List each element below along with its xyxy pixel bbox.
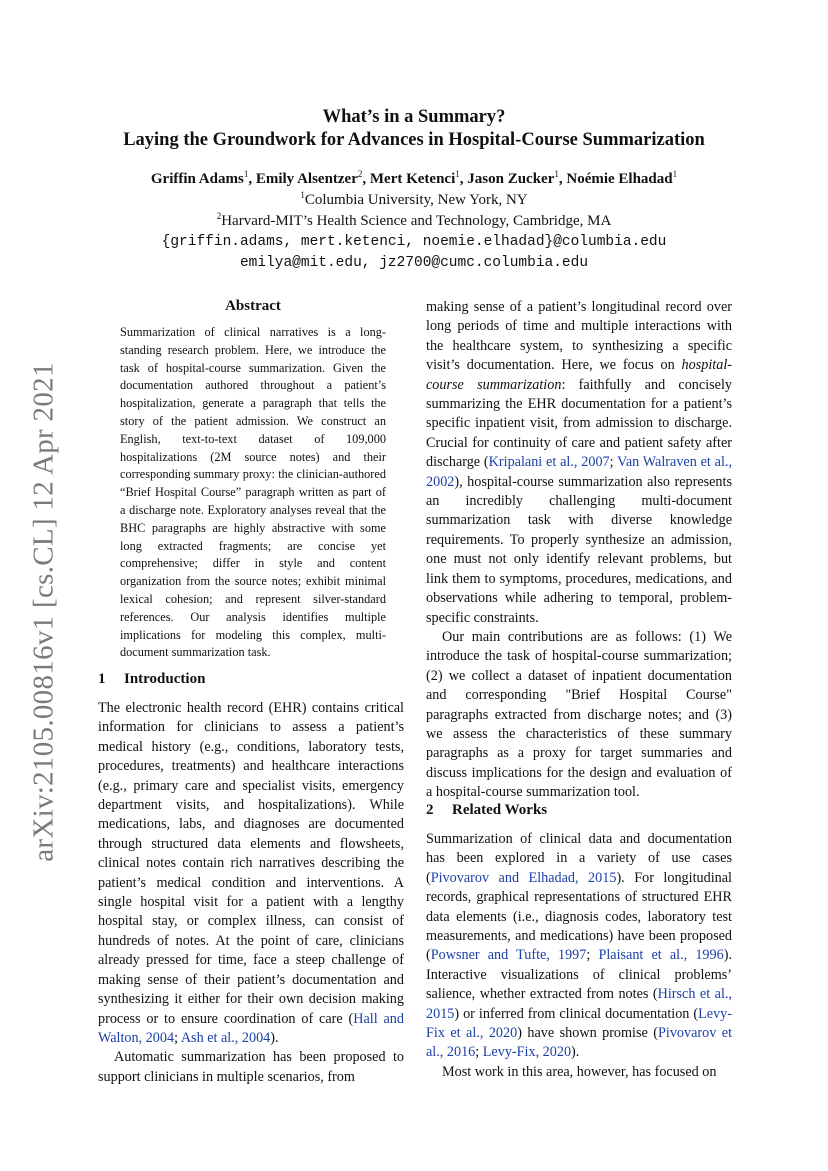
citation-link[interactable]: Plaisant et al., 1996 — [598, 947, 724, 964]
arxiv-identifier — [22, 362, 66, 862]
arxiv-identifier-text: arXiv:2105.00816v1 [cs.CL] 12 Apr 2021 — [27, 362, 60, 862]
affiliation-2: $^2$Harvard-MIT’s Health Science and Technology, Cambridge, MA — [216, 211, 612, 229]
section-number: 1 — [98, 671, 106, 687]
citation-link[interactable]: Ash et al., 2004 — [180, 1029, 271, 1046]
citation-link[interactable]: Powsner and Tufte, 1997 — [430, 947, 587, 964]
author-name: Emily Alsentzer — [255, 171, 358, 187]
related-paragraph-2-start: Most work in this area, however, has focused on — [442, 1063, 717, 1080]
author-affiliation-mark: 1 — [243, 169, 249, 179]
citation-link[interactable]: Levy-Fix, 2020 — [482, 1044, 572, 1061]
citation-link[interactable]: Pivovarov et al., 2016 — [426, 1025, 733, 1061]
intro-paragraph-1: The electronic health record (EHR) contains critical information for clinicians to assess a patient’s medical history (e.g., conditions, laboratory tests, procedures, treatments) and healthcare interactions (e.g., primary care and specialist visits, emergency department visits, and hospitalizations). While medications, labs, and diagnoses are documented through structured data elements and flowsheets, clinical notes contain rich narratives describing the patient’s medical condition and interventions. A single hospital visit for a patient with a lengthy hospital stay, or complex illness, can consist of hundreds of notes. At the point of care, clinicians already pressed for time, face a steep challenge of making sense of their patient’s documentation and synthesizing it either for their own decision making process or to ensure coordination of care (Hall and Walton, 2004; Ash et al., 2004). — [98, 700, 404, 1046]
author-affiliation-mark: 2 — [357, 169, 363, 179]
related-works-body — [426, 830, 732, 1082]
intro-paragraph-2-continued: making sense of a patient’s longitudinal record over long periods of time and multiple interactions with the healthcare system, to synthesizing a specific visit’s documentation. Here, we focus on hospital-course summarization: faithfully and concisely summarizing the EHR documentation for a patient’s specific inpatient visit, from admission to discharge. Crucial for continuity of care and patient safety after discharge (Kripalani et al., 2007; Van Walraven et al., 2002), hospital-course summarization also represents an incredibly challenging multi-document summarization task with diverse knowledge requirements. To properly synthesize an admission, one must not only identify relevant problems, but link them to symptoms, procedures, medications, and observations while adhering to temporal, problem-specific constraints. — [426, 299, 733, 626]
email-line-1: {griffin.adams, mert.ketenci, noemie.elhadad}@columbia.edu — [161, 234, 667, 250]
title-line-1: What’s in a Summary? — [322, 107, 506, 127]
paper-title — [60, 106, 768, 152]
email-line-2: emilya@mit.edu, jz2700@cumc.columbia.edu — [239, 255, 589, 271]
section-heading-related-works — [426, 802, 547, 819]
author-affiliation-mark: 1 — [455, 169, 460, 179]
section-title: Related Works — [452, 802, 548, 818]
author-names: Griffin Adams$^1$, Emily Alsentzer$^2$, Mert Ketenci$^1$, Jason Zucker$^1$, Noémie Elhadad$^1$ — [150, 169, 678, 187]
citation-link[interactable]: Pivovarov and Elhadad, 2015 — [430, 869, 617, 886]
author-affiliation-mark: 1 — [554, 169, 559, 179]
title-line-2: Laying the Groundwork for Advances in Hospital-Course Summarization — [123, 130, 705, 150]
author-name: Mert Ketenci — [369, 171, 456, 187]
author-name: Jason Zucker — [467, 171, 555, 187]
section-heading-introduction — [98, 671, 205, 688]
left-column-body — [98, 699, 404, 1087]
author-block — [60, 169, 768, 274]
section-number: 2 — [426, 802, 434, 818]
author-affiliation-mark: 1 — [672, 169, 678, 179]
abstract-text: Summarization of clinical narratives is a long-standing research problem. Here, we introduce the task of hospital-course summarization. Given the documentation authored throughout a patient’s hospitalization, generate a paragraph that tells the story of the patient admission. We construct an English, text-to-text dataset of 109,000 hospitalizations (2M source notes) and their corresponding summary proxy: the clinician-authored “Brief Hospital Course” paragraph written as part of a discharge note. Exploratory analyses reveal that the BHC paragraphs are highly abstractive with some long extracted fragments; are concise yet comprehensive; differ in style and content organization from the source notes; exhibit minimal lexical cohesion; and represent silver-standard references. Our analysis identifies multiple implications for modeling this complex, multi-document summarization task. — [120, 325, 386, 660]
citation-link[interactable]: Hall and Walton, 2004 — [98, 1010, 404, 1046]
citation-link[interactable]: Hirsch et al., 2015 — [426, 986, 732, 1022]
related-paragraph-1: Summarization of clinical data and documentation has been explored in a variety of use cases (Pivovarov and Elhadad, 2015). For longitudinal records, graphical representations of structured EHR data elements (i.e., diagnosis codes, laboratory test measurements, and medications) have been proposed (Powsner and Tufte, 1997; Plaisant et al., 1996). Interactive visualizations of clinical problems’ salience, whether extracted from notes (Hirsch et al., 2015) or inferred from clinical documentation (Levy-Fix et al., 2020) have shown promise (Pivovarov et al., 2016; Levy-Fix, 2020). — [426, 831, 733, 1061]
citation-link[interactable]: Kripalani et al., 2007 — [488, 454, 610, 471]
author-name: Griffin Adams — [150, 171, 244, 187]
section-title: Introduction — [124, 671, 206, 687]
right-column-body — [426, 298, 732, 803]
intro-paragraph-2-start: Automatic summarization has been proposed to support clinicians in multiple scenarios, from — [98, 1049, 404, 1085]
citation-link[interactable]: Levy-Fix et al., 2020 — [426, 1005, 732, 1042]
abstract-heading: Abstract — [225, 298, 281, 314]
citation-link[interactable]: Van Walraven et al., 2002 — [426, 454, 733, 490]
affiliation-1: $^1$Columbia University, New York, NY — [300, 190, 528, 208]
author-name: Noémie Elhadad — [566, 171, 673, 187]
intro-paragraph-3: Our main contributions are as follows: (1) We introduce the task of hospital-course summarization; (2) we collect a dataset of inpatient documentation and corresponding "Brief Hospital Course" paragraphs extracted from discharge notes; and (3) we assess the characteristics of these summary paragraphs as a proxy for target summaries and discuss implications for the design and evaluation of a hospital-course summarization tool. — [426, 628, 732, 801]
